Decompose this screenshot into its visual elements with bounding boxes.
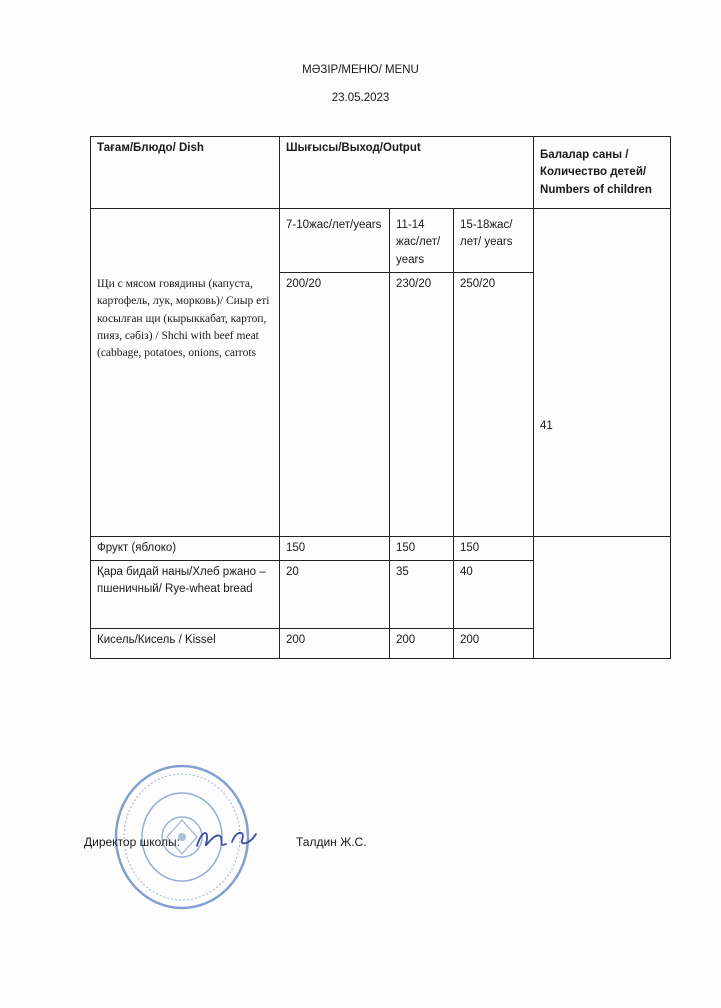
table-row: [91, 536, 671, 560]
header-age-11-14: 11-14 жас/лет/ years: [390, 209, 454, 273]
value-cell: 200/20: [280, 272, 390, 536]
dish-shchi: Щи с мясом говядины (капуста, картофель, лук, морковь)/ Сиыр еті косылған щи (кырыккабат, картоп, пияз, сәбіз) / Shchi with beef meat (cabbage, potatoes, onions, carrots: [97, 278, 270, 359]
director-name: Талдин Ж.С.: [296, 835, 367, 849]
header-age-7-10: 7-10жас/лет/years: [280, 209, 390, 273]
dish-cell: Кисель/Кисель / Kissel: [91, 629, 280, 659]
menu-table: [90, 136, 671, 659]
dish-cell: Қара бидай наны/Хлеб ржано – пшеничный/ Rye-wheat bread: [91, 561, 280, 629]
menu-date: 23.05.2023: [331, 92, 390, 104]
header-row: [91, 137, 671, 209]
header-output: Шығысы/Выход/Output: [280, 137, 534, 209]
value-cell: 200: [454, 629, 534, 659]
value-cell: 200: [280, 629, 390, 659]
header-age-15-18: 15-18жас/лет/ years: [454, 209, 534, 273]
children-count: 41: [534, 209, 671, 537]
value-cell: 200: [390, 629, 454, 659]
dish-cell: Фрукт (яблоко): [91, 536, 280, 560]
director-label: Директор школы:: [84, 835, 180, 849]
value-cell: 150: [280, 536, 390, 560]
signature-icon: [192, 824, 262, 854]
value-cell: 250/20: [454, 272, 534, 536]
value-cell: 40: [454, 561, 534, 629]
value-cell: 230/20: [390, 272, 454, 536]
dish-cell-1: [91, 209, 280, 537]
header-dish: Тағам/Блюдо/ Dish: [91, 137, 280, 209]
value-cell: 20: [280, 561, 390, 629]
menu-title: МӘЗІР/МЕНЮ/ MENU: [302, 64, 419, 76]
value-cell: 150: [454, 536, 534, 560]
header-children: Балалар саны /Количество детей/ Numbers of children: [534, 137, 671, 209]
value-cell: 150: [390, 536, 454, 560]
children-empty-cell: [534, 536, 671, 658]
value-cell: 35: [390, 561, 454, 629]
age-row: [91, 209, 671, 273]
